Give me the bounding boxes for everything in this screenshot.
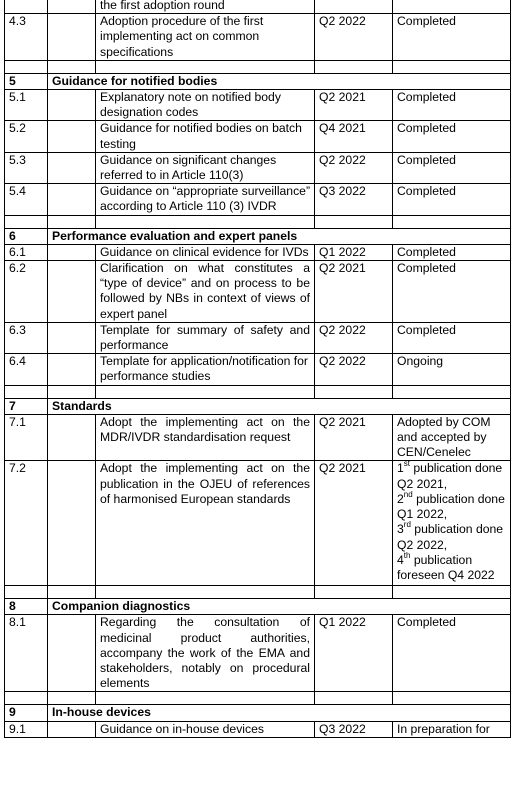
task-number: 6.4 [5, 354, 48, 385]
task-date: Q1 2022 [315, 615, 393, 692]
task-number: 5.1 [5, 90, 48, 121]
task-status: In preparation for [393, 721, 511, 737]
task-date: Q3 2022 [315, 721, 393, 737]
task-number: 5.2 [5, 121, 48, 152]
task-description: Guidance on clinical evidence for IVDs [96, 244, 315, 260]
publication-3-number: 3 [397, 522, 404, 537]
section-number: 9 [5, 705, 48, 721]
task-description: Guidance on “appropriate surveillance” according to Article 110 (3) IVDR [96, 184, 315, 215]
task-date: Q2 2021 [315, 414, 393, 461]
task-status: Completed [393, 90, 511, 121]
table-row [5, 184, 511, 215]
task-number: 7.2 [5, 461, 48, 586]
spacer-row [5, 586, 511, 599]
table-row [5, 461, 511, 586]
task-number: 6.1 [5, 244, 48, 260]
table-row [5, 14, 511, 61]
task-number: 5.3 [5, 152, 48, 183]
section-row [5, 599, 511, 615]
task-description: Regarding the consultation of medicinal product authorities, accompany the work of the EMA and stakeholders, notably on procedural elements [96, 615, 315, 692]
task-status: Adopted by COM and accepted by CEN/Cenelec [393, 414, 511, 461]
task-status: Ongoing [393, 354, 511, 385]
ordinal-suffix: nd [403, 489, 413, 499]
publication-2-number: 2 [397, 491, 404, 506]
table-row [5, 244, 511, 260]
task-description: Adopt the implementing act on the publication in the OJEU of references of harmonised European standards [96, 461, 315, 586]
section-title: In-house devices [48, 705, 511, 721]
table-row [5, 414, 511, 461]
ordinal-suffix: st [403, 460, 411, 469]
section-title: Standards [48, 398, 511, 414]
task-description: Guidance on significant changes referred to in Article 110(3) [96, 152, 315, 183]
table-row [5, 721, 511, 737]
task-date: Q2 2022 [315, 14, 393, 61]
task-description: Adopt the implementing act on the MDR/IVDR standardisation request [96, 414, 315, 461]
section-row [5, 73, 511, 89]
section-row [5, 398, 511, 414]
task-date: Q2 2021 [315, 261, 393, 323]
task-date: Q4 2021 [315, 121, 393, 152]
task-number: 9.1 [5, 721, 48, 737]
task-status: Completed [393, 322, 511, 353]
spacer-row [5, 215, 511, 228]
task-status: Completed [393, 615, 511, 692]
spacer-row [5, 692, 511, 705]
publication-4-text: publication foreseen Q4 2022 [397, 552, 495, 582]
task-number: 5.4 [5, 184, 48, 215]
task-status: Completed [393, 14, 511, 61]
task-description: Explanatory note on notified body designation codes [96, 90, 315, 121]
implementation-roadmap-table [4, 0, 511, 738]
publication-2-text: publication done Q1 2022, [397, 491, 505, 522]
task-status: Completed [393, 244, 511, 260]
table-row [5, 322, 511, 353]
task-status: Completed [393, 121, 511, 152]
task-status: Completed [393, 261, 511, 323]
task-description: Guidance on in-house devices [96, 721, 315, 737]
table-row [5, 152, 511, 183]
task-number: 7.1 [5, 414, 48, 461]
task-description: Clarification on what constitutes a “type of device” and on process to be followed by NBs in context of views of expert panel [96, 261, 315, 323]
table-row [5, 0, 511, 14]
task-description: the first adoption round [96, 0, 315, 14]
task-status: Completed [393, 184, 511, 215]
section-title: Companion diagnostics [48, 599, 511, 615]
table-row [5, 615, 511, 692]
section-number: 6 [5, 228, 48, 244]
section-title: Performance evaluation and expert panels [48, 228, 511, 244]
section-title: Guidance for notified bodies [48, 73, 511, 89]
table-row [5, 121, 511, 152]
section-number: 5 [5, 73, 48, 89]
task-date: Q3 2022 [315, 184, 393, 215]
ordinal-suffix: th [403, 550, 411, 560]
task-date: Q2 2022 [315, 152, 393, 183]
publication-1-text: publication done Q2 2021, [397, 461, 503, 491]
task-date: Q1 2022 [315, 244, 393, 260]
task-description: Guidance for notified bodies on batch testing [96, 121, 315, 152]
task-date: Q2 2021 [315, 90, 393, 121]
task-number: 4.3 [5, 14, 48, 61]
section-row [5, 228, 511, 244]
publication-1-number: 1 [397, 461, 404, 476]
section-row [5, 705, 511, 721]
task-status [393, 461, 511, 586]
task-number: 6.2 [5, 261, 48, 323]
publication-4-number: 4 [397, 552, 404, 567]
task-date: Q2 2022 [315, 354, 393, 385]
table-row [5, 354, 511, 385]
section-number: 8 [5, 599, 48, 615]
table-row [5, 261, 511, 323]
task-description: Template for summary of safety and performance [96, 322, 315, 353]
task-number: 6.3 [5, 322, 48, 353]
ordinal-suffix: rd [403, 520, 411, 530]
spacer-row [5, 385, 511, 398]
task-date: Q2 2022 [315, 322, 393, 353]
task-status: Completed [393, 152, 511, 183]
task-description: Adoption procedure of the first implementing act on common specifications [96, 14, 315, 61]
table-row [5, 90, 511, 121]
section-number: 7 [5, 398, 48, 414]
publication-3-text: publication done Q2 2022, [397, 522, 504, 552]
task-description: Template for application/notification for performance studies [96, 354, 315, 385]
task-date: Q2 2021 [315, 461, 393, 586]
spacer-row [5, 60, 511, 73]
task-number: 8.1 [5, 615, 48, 692]
